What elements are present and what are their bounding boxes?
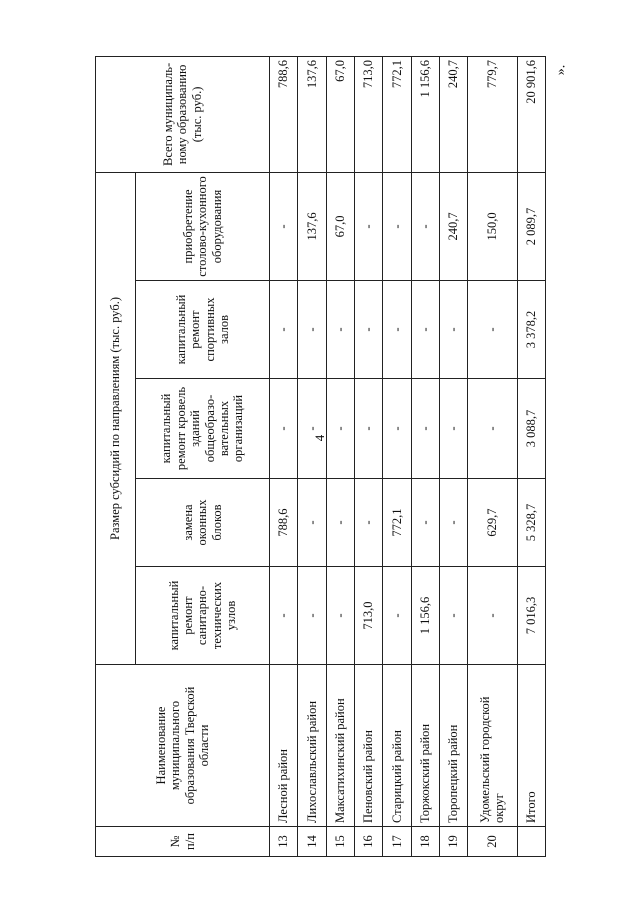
row-gyms: - <box>298 281 326 379</box>
row-name: Максатихинский район <box>326 665 354 827</box>
row-num: 17 <box>383 827 411 857</box>
row-roofs: - <box>439 379 467 479</box>
row-gyms: - <box>439 281 467 379</box>
header-group: Размер субсидий по направлениям (тыс. руб.) <box>96 172 136 664</box>
table-row <box>298 56 326 856</box>
totals-windows: 5 328,7 <box>517 479 545 567</box>
totals-gyms: 3 378,2 <box>517 281 545 379</box>
row-num: 20 <box>468 827 517 857</box>
row-total: 713,0 <box>354 56 382 172</box>
table-row <box>411 56 439 856</box>
row-num: 15 <box>326 827 354 857</box>
row-sanitary: 1 156,6 <box>411 567 439 665</box>
table-row <box>354 56 382 856</box>
row-name: Торопецкий район <box>439 665 467 827</box>
row-gyms: - <box>270 281 298 379</box>
row-roofs: - <box>383 379 411 479</box>
row-sanitary: - <box>383 567 411 665</box>
row-roofs: - <box>270 379 298 479</box>
row-gyms: - <box>411 281 439 379</box>
row-sanitary: - <box>439 567 467 665</box>
row-gyms: - <box>354 281 382 379</box>
row-total: 137,6 <box>298 56 326 172</box>
row-kitchen: 150,0 <box>468 172 517 280</box>
row-name: Лихославльский район <box>298 665 326 827</box>
header-sanitary: капитальный ремонт санитарно-технических узлов <box>136 567 270 665</box>
totals-sanitary: 7 016,3 <box>517 567 545 665</box>
header-gyms: капитальный ремонт спортивных залов <box>136 281 270 379</box>
row-sanitary: - <box>326 567 354 665</box>
totals-num <box>517 827 545 857</box>
row-total: 788,6 <box>270 56 298 172</box>
row-windows: 788,6 <box>270 479 298 567</box>
subsidy-table <box>95 56 546 857</box>
page-number: 4 <box>312 434 327 442</box>
row-windows: 772,1 <box>383 479 411 567</box>
row-sanitary: - <box>270 567 298 665</box>
row-roofs: - <box>298 379 326 479</box>
header-kitchen: приобретение столово-кухонного оборудования <box>136 172 270 280</box>
totals-row <box>517 56 545 856</box>
row-sanitary: - <box>468 567 517 665</box>
row-windows: - <box>298 479 326 567</box>
row-windows: - <box>439 479 467 567</box>
row-total: 1 156,6 <box>411 56 439 172</box>
totals-total: 20 901,6 <box>517 56 545 172</box>
header-roofs: капитальный ремонт кровель зданий общеобразо-вательных организаций <box>136 379 270 479</box>
totals-label: Итого <box>517 665 545 827</box>
header-total: Всего муниципаль-ному образованию (тыс. руб.) <box>96 56 270 172</box>
totals-kitchen: 2 089,7 <box>517 172 545 280</box>
row-kitchen: - <box>411 172 439 280</box>
row-num: 13 <box>270 827 298 857</box>
row-num: 19 <box>439 827 467 857</box>
table-row <box>270 56 298 856</box>
row-num: 16 <box>354 827 382 857</box>
table-container <box>95 57 546 857</box>
row-kitchen: - <box>270 172 298 280</box>
row-gyms: - <box>326 281 354 379</box>
row-name: Удомельский городской округ <box>468 665 517 827</box>
totals-roofs: 3 088,7 <box>517 379 545 479</box>
row-windows: - <box>354 479 382 567</box>
table-row <box>326 56 354 856</box>
row-windows: - <box>411 479 439 567</box>
row-name: Пеновский район <box>354 665 382 827</box>
row-roofs: - <box>354 379 382 479</box>
row-total: 772,1 <box>383 56 411 172</box>
header-num: № п/п <box>96 827 270 857</box>
closing-quote: ». <box>553 64 569 76</box>
row-kitchen: 137,6 <box>298 172 326 280</box>
row-roofs: - <box>411 379 439 479</box>
row-gyms: - <box>383 281 411 379</box>
row-name: Торжокский район <box>411 665 439 827</box>
row-kitchen: 67,0 <box>326 172 354 280</box>
row-name: Лесной район <box>270 665 298 827</box>
row-gyms: - <box>468 281 517 379</box>
header-windows: замена оконных блоков <box>136 479 270 567</box>
table-row <box>439 56 467 856</box>
row-name: Старицкий район <box>383 665 411 827</box>
row-total: 779,7 <box>468 56 517 172</box>
row-sanitary: 713,0 <box>354 567 382 665</box>
row-total: 67,0 <box>326 56 354 172</box>
header-name: Наименование муниципального образования Тверской области <box>96 665 270 827</box>
table-row <box>468 56 517 856</box>
row-roofs: - <box>468 379 517 479</box>
row-windows: 629,7 <box>468 479 517 567</box>
row-sanitary: - <box>298 567 326 665</box>
row-windows: - <box>326 479 354 567</box>
row-kitchen: - <box>354 172 382 280</box>
row-num: 14 <box>298 827 326 857</box>
row-num: 18 <box>411 827 439 857</box>
table-row <box>383 56 411 856</box>
row-roofs: - <box>326 379 354 479</box>
row-kitchen: - <box>383 172 411 280</box>
row-kitchen: 240,7 <box>439 172 467 280</box>
row-total: 240,7 <box>439 56 467 172</box>
